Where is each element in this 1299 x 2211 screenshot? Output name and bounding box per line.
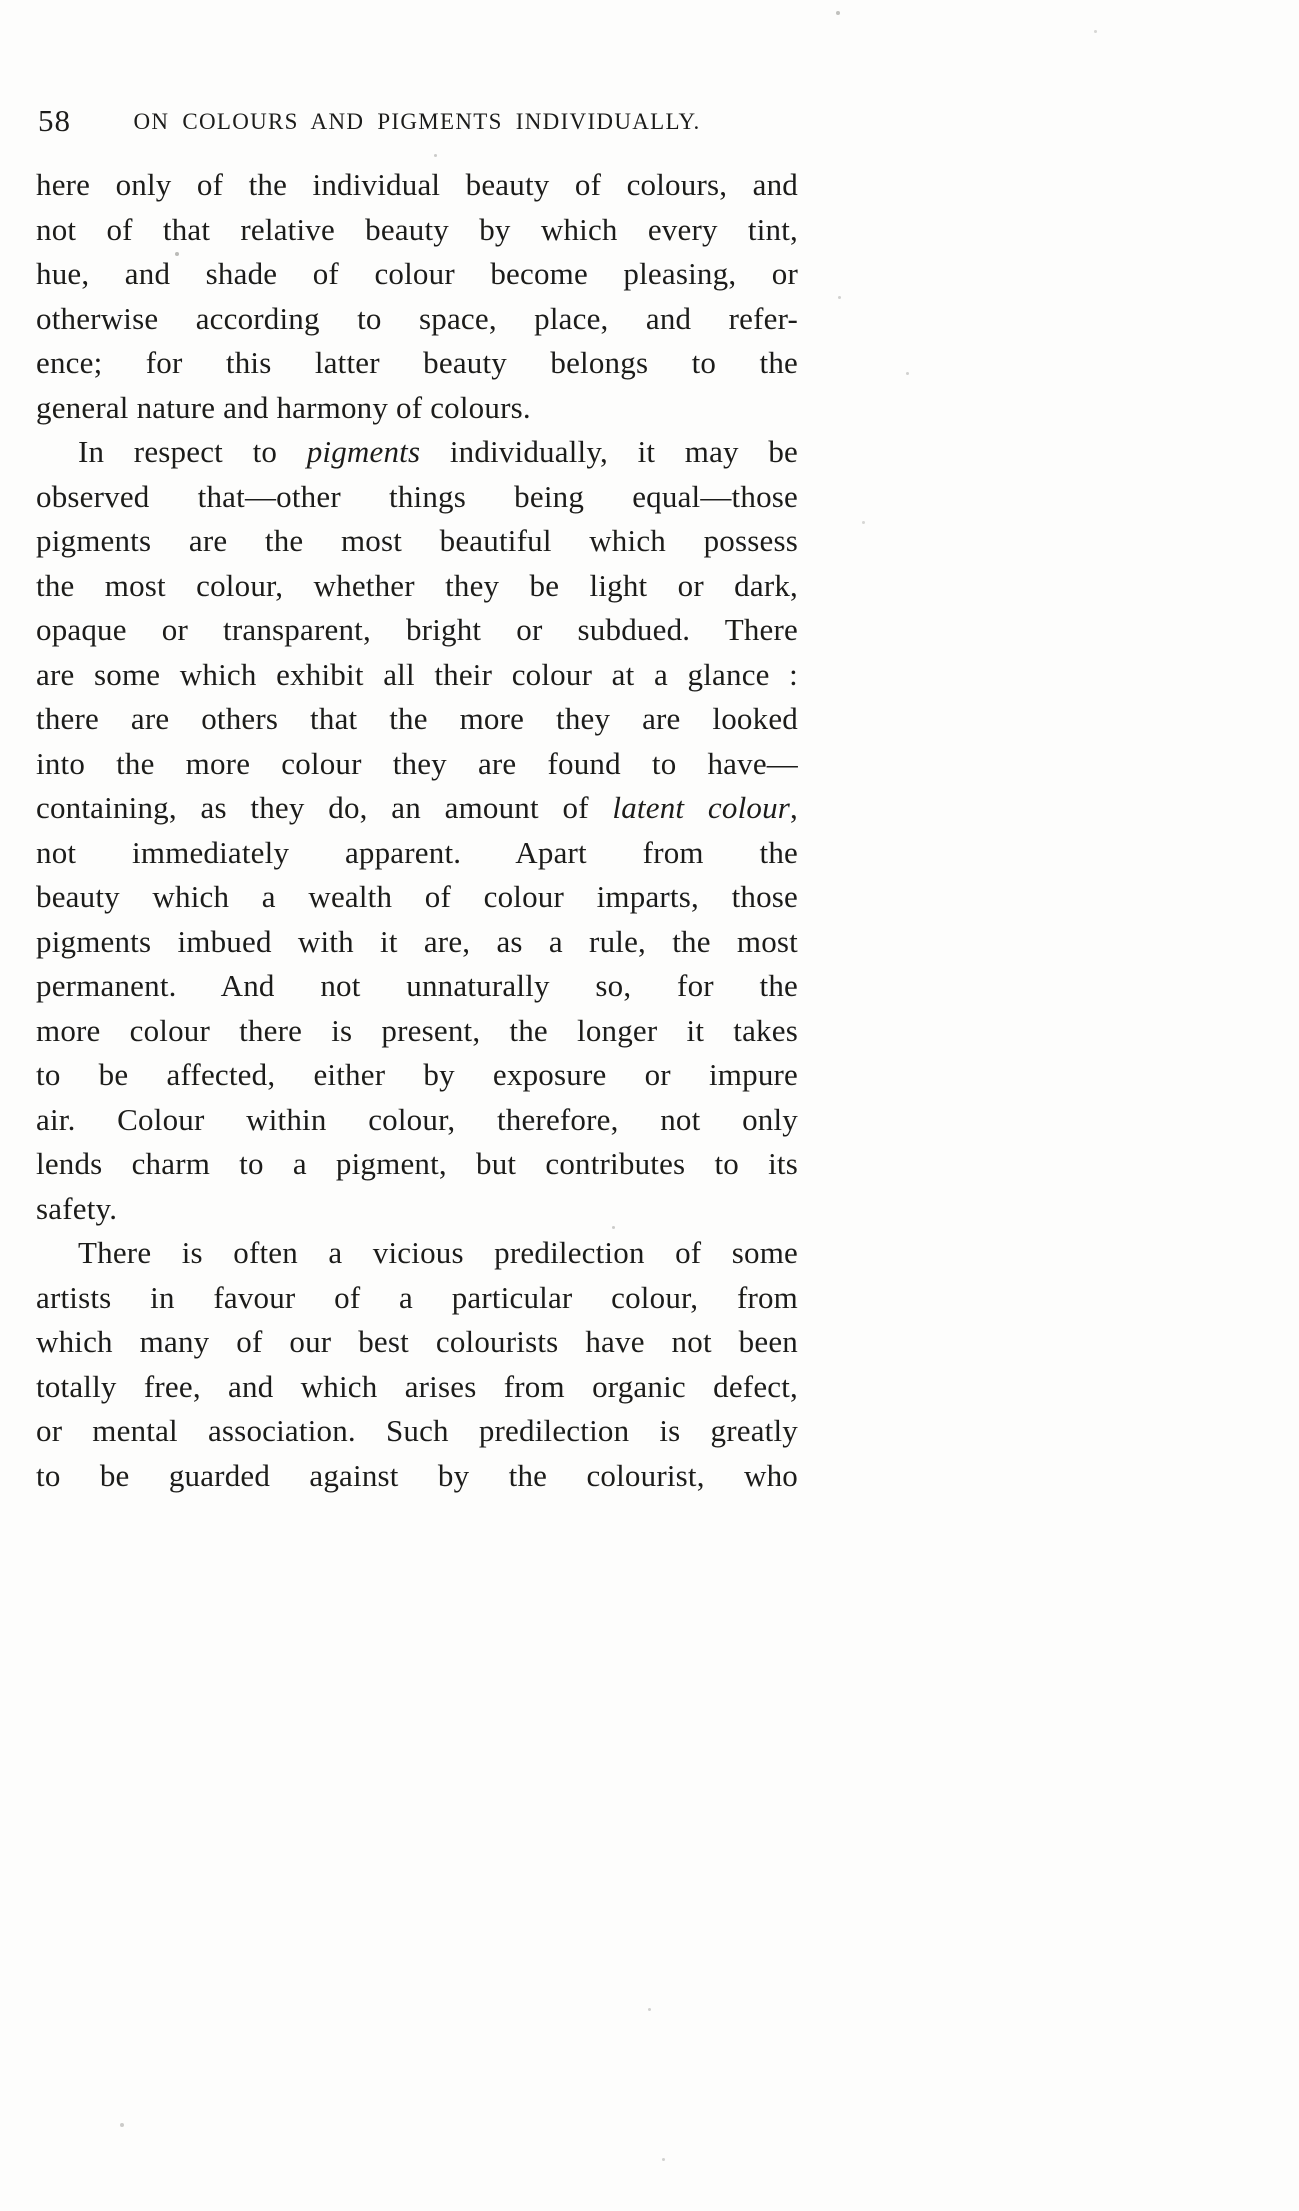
scan-speck — [612, 1226, 615, 1229]
paragraph — [36, 430, 798, 1231]
body-text: general nature and harmony of colours. — [36, 389, 531, 425]
body-text: totally free, and which arises from organic defect, — [36, 1368, 798, 1404]
text-line — [36, 1009, 798, 1054]
body-text: or mental association. Such predilection is greatly — [36, 1413, 798, 1448]
text-line — [36, 920, 798, 965]
body-text: pigments are the most beautiful which possess — [36, 523, 798, 558]
text-line — [36, 163, 798, 208]
text-line — [36, 386, 798, 431]
text-line — [36, 1454, 798, 1499]
scan-speck — [836, 11, 840, 15]
scan-speck — [434, 154, 437, 157]
text-line — [36, 653, 798, 698]
body-text: are some which exhibit all their colour at a glance : — [36, 656, 798, 692]
running-head: ON COLOURS AND PIGMENTS INDIVIDUALLY. — [133, 109, 701, 134]
paragraph — [36, 163, 798, 430]
body-text: In respect to — [78, 434, 307, 469]
body-text: beauty which a wealth of colour imparts, those — [36, 879, 798, 914]
text-line — [36, 1276, 798, 1321]
text-block — [36, 163, 798, 1498]
text-line — [36, 208, 798, 253]
text-line — [36, 875, 798, 920]
body-text: observed that—other things being equal—those — [36, 478, 798, 514]
body-text: lends charm to a pigment, but contributes to its — [36, 1146, 798, 1181]
body-text: pigments imbued with it are, as a rule, the most — [36, 923, 798, 959]
scan-speck — [862, 521, 865, 524]
body-text: there are others that the more they are looked — [36, 701, 798, 736]
text-line — [36, 1231, 798, 1276]
scan-speck — [648, 2008, 651, 2011]
page-number: 58 — [38, 103, 71, 138]
body-text: artists in favour of a particular colour, from — [36, 1279, 798, 1315]
italic-text: latent colour — [612, 790, 791, 825]
page-header — [36, 103, 798, 147]
body-text: permanent. And not unnaturally so, for the — [36, 968, 798, 1003]
body-text: to be guarded against by the colourist, who — [36, 1457, 798, 1493]
body-text: There is often a vicious predilection of some — [78, 1235, 798, 1270]
scan-speck — [662, 2158, 665, 2161]
body-text: , — [790, 790, 798, 825]
text-line — [36, 1053, 798, 1098]
text-line — [36, 519, 798, 564]
text-line — [36, 297, 798, 342]
scan-speck — [838, 296, 841, 299]
body-text: to be affected, either by exposure or impure — [36, 1057, 798, 1092]
text-line — [36, 252, 798, 297]
body-text: more colour there is present, the longer it takes — [36, 1012, 798, 1048]
text-line — [36, 1187, 798, 1232]
scan-speck — [906, 372, 909, 375]
body-text: not of that relative beauty by which every tint, — [36, 211, 798, 247]
text-line — [36, 831, 798, 876]
body-text: air. Colour within colour, therefore, not only — [36, 1101, 798, 1137]
text-line — [36, 475, 798, 520]
body-text: individually, it may be — [420, 434, 799, 469]
italic-text: pigments — [306, 434, 421, 469]
text-line — [36, 341, 798, 386]
body-text: otherwise according to space, place, and refer- — [36, 300, 798, 336]
text-line — [36, 1365, 798, 1410]
body-text: here only of the individual beauty of colours, and — [36, 167, 798, 202]
body-text: containing, as they do, an amount of — [36, 790, 613, 825]
body-text: into the more colour they are found to have— — [36, 745, 798, 781]
body-text: hue, and shade of colour become pleasing, or — [36, 256, 798, 291]
text-line — [36, 564, 798, 609]
scan-speck — [1094, 30, 1097, 33]
body-text: safety. — [36, 1190, 118, 1226]
scan-speck — [175, 252, 179, 256]
text-line — [36, 786, 798, 831]
text-line — [36, 964, 798, 1009]
text-line — [36, 742, 798, 787]
text-line — [36, 608, 798, 653]
text-line — [36, 1098, 798, 1143]
paragraph — [36, 1231, 798, 1498]
text-line — [36, 697, 798, 742]
body-text: not immediately apparent. Apart from the — [36, 834, 798, 870]
text-line — [36, 1142, 798, 1187]
body-text: opaque or transparent, bright or subdued. There — [36, 612, 798, 647]
text-line — [36, 430, 798, 475]
text-line — [36, 1409, 798, 1454]
body-text: the most colour, whether they be light or dark, — [36, 567, 798, 603]
body-text: which many of our best colourists have not been — [36, 1324, 798, 1359]
text-line — [36, 1320, 798, 1365]
body-text: ence; for this latter beauty belongs to the — [36, 345, 798, 380]
scan-speck — [120, 2123, 124, 2127]
